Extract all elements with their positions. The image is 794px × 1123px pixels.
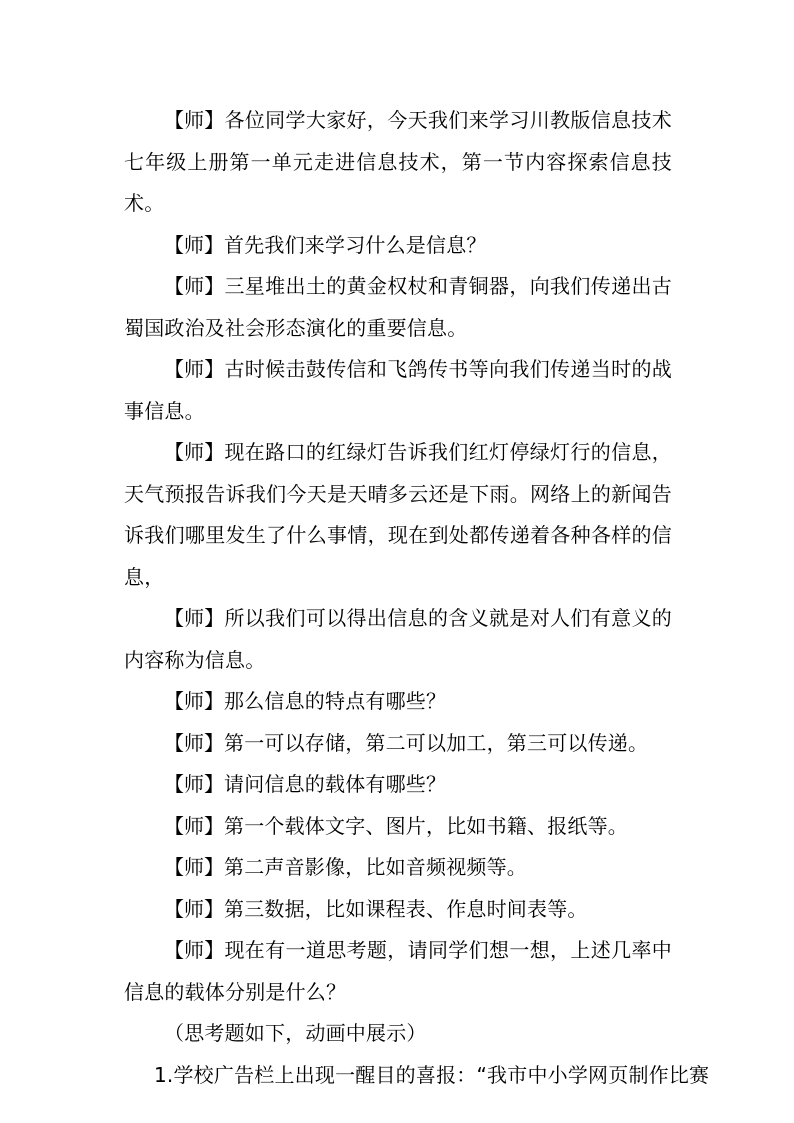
- dialogue-paragraph: [124, 681, 672, 723]
- speaker-tag: 【师】: [164, 357, 225, 381]
- speaker-tag: 【师】: [164, 108, 225, 132]
- dialogue-paragraph: [124, 764, 672, 806]
- speaker-tag: 【师】: [164, 813, 224, 838]
- dialogue-paragraph: [124, 598, 672, 681]
- paragraph-text: 那么信息的特点有哪些？: [224, 689, 447, 713]
- speaker-tag: 【师】: [164, 938, 225, 962]
- speaker-tag: 【师】: [164, 232, 224, 257]
- paragraph-text: 请问信息的载体有哪些？: [224, 772, 447, 796]
- document-body: [124, 100, 710, 1096]
- speaker-tag: 【师】: [164, 274, 225, 298]
- speaker-tag: 【师】: [164, 730, 224, 755]
- paragraph-text: 第一可以存储，第二可以加工，第三可以传递。: [224, 730, 649, 755]
- speaker-tag: 【师】: [164, 896, 224, 921]
- numbered-item: 1.学校广告栏上出现一醒目的喜报：“我市中小学网页制作比赛: [154, 1062, 710, 1087]
- speaker-tag: 【师】: [164, 606, 225, 630]
- dialogue-paragraph: [124, 723, 672, 765]
- speaker-tag: 【师】: [164, 440, 225, 464]
- paragraph-text: 所以我们可以得出信息的含义就是对人们有意义的内容称为信息。: [124, 606, 672, 672]
- dialogue-paragraph: [124, 100, 672, 225]
- dialogue-paragraph: [124, 847, 672, 889]
- dialogue-paragraph: [124, 930, 672, 1013]
- stage-note: （思考题如下，动画中展示）: [164, 1021, 427, 1045]
- paragraph-text: 三星堆出土的黄金权杖和青铜器，向我们传递出古蜀国政治及社会形态演化的重要信息。: [124, 274, 672, 340]
- paragraph-text: 古时候击鼓传信和飞鸽传书等向我们传递当时的战事信息。: [124, 357, 672, 423]
- paragraph-text: 第一个载体文字、图片，比如书籍、报纸等。: [224, 813, 628, 838]
- paragraph-text: 现在有一道思考题，请同学们想一想，上述几率中信息的载体分别是什么？: [124, 938, 672, 1004]
- speaker-tag: 【师】: [164, 772, 224, 796]
- paragraph-text: 第三数据，比如课程表、作息时间表等。: [224, 896, 588, 921]
- speaker-tag: 【师】: [164, 689, 224, 713]
- speaker-tag: 【师】: [164, 855, 224, 879]
- paragraph-text: 第二声音影像，比如音频视频等。: [224, 855, 527, 879]
- dialogue-paragraph: [124, 432, 672, 598]
- dialogue-paragraph: [124, 889, 672, 931]
- paragraph-text: 各位同学大家好，今天我们来学习川教版信息技术七年级上册第一单元走进信息技术，第一节内容探索信息技术。: [124, 108, 672, 215]
- dialogue-paragraph: [124, 806, 672, 848]
- paragraph-text: 首先我们来学习什么是信息？: [224, 232, 487, 257]
- dialogue-paragraph: [124, 349, 672, 432]
- dialogue-paragraph: [124, 266, 672, 349]
- paragraph-text: 现在路口的红绿灯告诉我们红灯停绿灯行的信息，天气预报告诉我们今天是天晴多云还是下雨。网络上的新闻告诉我们哪里发生了什么事情，现在到处都传递着各种各样的信息，: [124, 440, 672, 589]
- dialogue-paragraph: [124, 225, 672, 267]
